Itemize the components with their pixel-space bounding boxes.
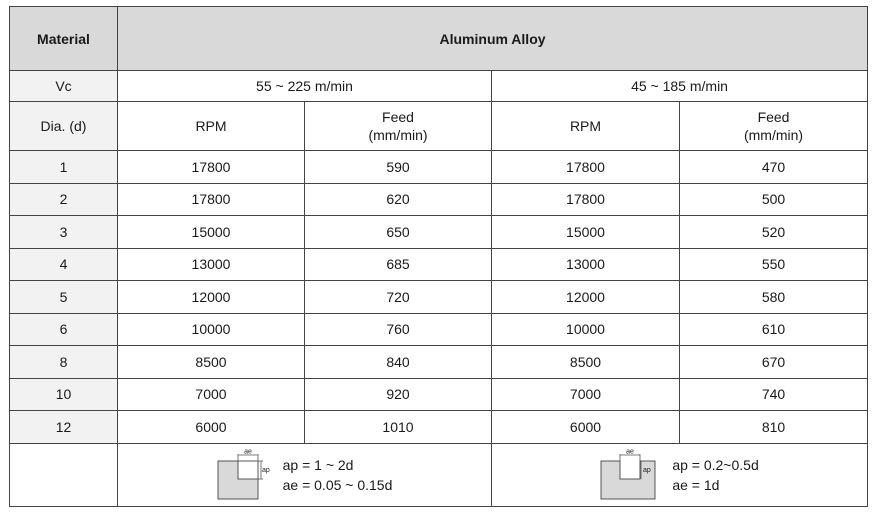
feed1-cell: 590 bbox=[305, 151, 492, 184]
rpm2-cell: 17800 bbox=[492, 151, 680, 184]
feed1-cell: 1010 bbox=[305, 411, 492, 444]
ap-dimension-label: ap bbox=[261, 466, 270, 474]
dia-cell: 1 bbox=[10, 151, 118, 184]
rpm2-cell: 6000 bbox=[492, 411, 680, 444]
footer-empty-cell bbox=[10, 443, 118, 506]
feed1-cell: 650 bbox=[305, 216, 492, 249]
vc-label: Vc bbox=[10, 71, 118, 102]
rpm2-cell: 7000 bbox=[492, 378, 680, 411]
rpm2-cell: 10000 bbox=[492, 313, 680, 346]
feed2-cell: 670 bbox=[680, 346, 868, 379]
table-row bbox=[10, 378, 868, 411]
cut-area-shape bbox=[238, 461, 258, 479]
ap-dimension-label: ap bbox=[643, 466, 652, 474]
table-row bbox=[10, 183, 868, 216]
dia-cell: 12 bbox=[10, 411, 118, 444]
feed1-cell: 720 bbox=[305, 281, 492, 314]
dia-cell: 4 bbox=[10, 248, 118, 281]
rpm1-cell: 7000 bbox=[118, 378, 305, 411]
dia-cell: 6 bbox=[10, 313, 118, 346]
feed-header-2-line1: Feed bbox=[757, 109, 790, 125]
feed1-cell: 620 bbox=[305, 183, 492, 216]
feed1-cell: 685 bbox=[305, 248, 492, 281]
feed2-cell: 520 bbox=[680, 216, 868, 249]
feed2-cell: 580 bbox=[680, 281, 868, 314]
feed-header-1 bbox=[305, 102, 492, 151]
dia-label: Dia. (d) bbox=[10, 102, 118, 151]
table-row bbox=[10, 313, 868, 346]
table-row bbox=[10, 216, 868, 249]
ap-range-text: ap = 0.2~0.5d bbox=[672, 456, 759, 473]
dia-cell: 5 bbox=[10, 281, 118, 314]
table-row bbox=[10, 281, 868, 314]
rpm1-cell: 10000 bbox=[118, 313, 305, 346]
rpm-header-2: RPM bbox=[492, 102, 680, 151]
rpm2-cell: 8500 bbox=[492, 346, 680, 379]
material-value: Aluminum Alloy bbox=[118, 7, 868, 71]
feed2-cell: 740 bbox=[680, 378, 868, 411]
dia-cell: 2 bbox=[10, 183, 118, 216]
rpm2-cell: 15000 bbox=[492, 216, 680, 249]
feed-header-1-line1: Feed bbox=[382, 109, 414, 125]
feed2-cell: 550 bbox=[680, 248, 868, 281]
cutting-conditions-table bbox=[9, 6, 868, 507]
table-row bbox=[10, 346, 868, 379]
dia-cell: 8 bbox=[10, 346, 118, 379]
table-row bbox=[10, 411, 868, 444]
rpm2-cell: 12000 bbox=[492, 281, 680, 314]
dia-cell: 10 bbox=[10, 378, 118, 411]
table-row bbox=[10, 151, 868, 184]
rpm2-cell: 17800 bbox=[492, 183, 680, 216]
feed2-cell: 500 bbox=[680, 183, 868, 216]
ap-range-text: ap = 1 ~ 2d bbox=[282, 456, 354, 473]
ae-range-text: ae = 1d bbox=[672, 476, 720, 493]
rpm1-cell: 12000 bbox=[118, 281, 305, 314]
feed-header-2-line2: (mm/min) bbox=[743, 127, 804, 143]
footer-cell-1 bbox=[118, 443, 492, 506]
feed-header-1-line2: (mm/min) bbox=[368, 127, 428, 143]
rpm1-cell: 15000 bbox=[118, 216, 305, 249]
rpm1-cell: 6000 bbox=[118, 411, 305, 444]
ae-dimension-label: ae bbox=[243, 448, 252, 455]
footer-cell-2 bbox=[492, 443, 868, 506]
vc-row bbox=[10, 71, 868, 102]
rpm1-cell: 17800 bbox=[118, 151, 305, 184]
feed1-cell: 840 bbox=[305, 346, 492, 379]
feed-header-2 bbox=[680, 102, 868, 151]
material-label: Material bbox=[10, 7, 118, 71]
footer-text-1 bbox=[283, 455, 393, 495]
feed2-cell: 470 bbox=[680, 151, 868, 184]
ae-dimension-label: ae bbox=[626, 448, 635, 455]
dia-cell: 3 bbox=[10, 216, 118, 249]
table-row bbox=[10, 248, 868, 281]
feed1-cell: 760 bbox=[305, 313, 492, 346]
dia-row bbox=[10, 102, 868, 151]
rpm-header-1: RPM bbox=[118, 102, 305, 151]
footer-text-2 bbox=[672, 455, 758, 495]
feed2-cell: 610 bbox=[680, 313, 868, 346]
ae-range-text: ae = 0.05 ~ 0.15d bbox=[282, 476, 393, 493]
vc-value-1: 55 ~ 225 m/min bbox=[118, 71, 492, 102]
header-row bbox=[10, 7, 868, 71]
rpm1-cell: 8500 bbox=[118, 346, 305, 379]
feed1-cell: 920 bbox=[305, 378, 492, 411]
side-milling-diagram bbox=[217, 448, 270, 500]
rpm2-cell: 13000 bbox=[492, 248, 680, 281]
rpm1-cell: 17800 bbox=[118, 183, 305, 216]
vc-value-2: 45 ~ 185 m/min bbox=[492, 71, 868, 102]
slot-milling-diagram bbox=[600, 450, 656, 500]
rpm1-cell: 13000 bbox=[118, 248, 305, 281]
footer-row bbox=[10, 443, 868, 506]
feed2-cell: 810 bbox=[680, 411, 868, 444]
